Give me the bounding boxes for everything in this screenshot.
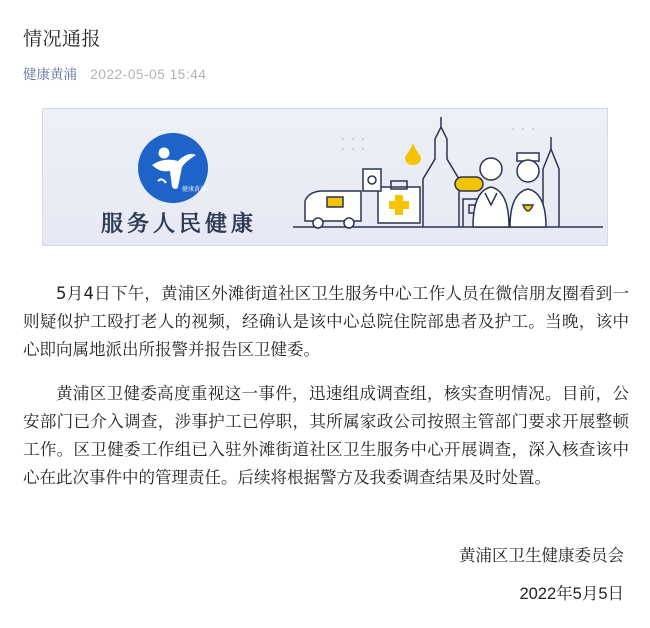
pill-bottle-icon <box>363 169 381 191</box>
body-paragraph: 5月4日下午，黄浦区外滩街道社区卫生服务中心工作人员在微信朋友圈看到一则疑似护工殴打老人的视频，经确认是该中心总院住院部患者及护工。当晚，该中心即向属地派出所报警并报告区卫健委。 <box>23 284 629 359</box>
publish-datetime: 2022-05-05 15:44 <box>90 67 207 82</box>
article-meta <box>23 63 207 83</box>
doctor-icon <box>473 158 509 227</box>
article-title: 情况通报 <box>23 28 102 50</box>
capsule-icon <box>455 177 483 191</box>
banner-image <box>42 108 608 246</box>
banner-illustration <box>43 109 608 246</box>
author-link[interactable]: 健康黄浦 <box>23 67 77 83</box>
logo-text: 健康黄浦 <box>182 186 207 193</box>
nurse-icon <box>510 153 546 227</box>
signature-date: 2022年5月5日 <box>519 585 624 603</box>
drop-icon <box>405 143 421 165</box>
ambulance-icon <box>305 191 361 228</box>
first-aid-kit-icon <box>378 181 420 223</box>
signature-org: 黄浦区卫生健康委员会 <box>459 546 624 565</box>
body-paragraph: 黄浦区卫健委高度重视这一事件，迅速组成调查组，核实查明情况。目前，公安部门已介入调查，涉事护工已停职，其所属家政公司按照主管部门要求开展整顿工作。区卫健委工作组已入驻外滩街道社区卫生服务中心开展调查，深入核查该中心在此次事件中的管理责任。后续将根据警方及我委调查结果及时处置。 <box>23 384 629 487</box>
banner-slogan: 服务人民健康 <box>101 212 258 237</box>
